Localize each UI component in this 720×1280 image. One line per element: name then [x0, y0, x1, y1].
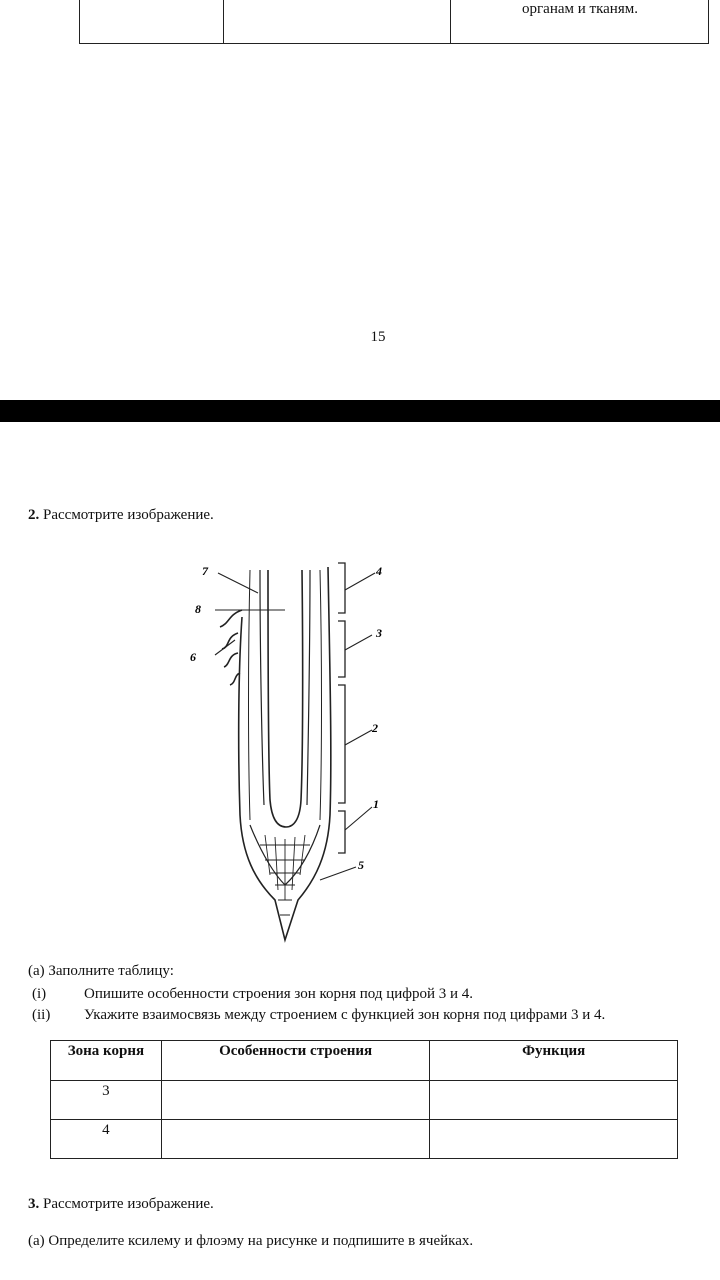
table-divider — [223, 0, 224, 43]
question-number: 3. — [28, 1196, 40, 1212]
function-cell[interactable] — [430, 1081, 678, 1120]
question-number: 2. — [28, 507, 40, 523]
root-zones-diagram — [180, 555, 410, 950]
table-header-row — [51, 1041, 678, 1081]
question-3-task-a: (a) Определите ксилему и флоэму на рисунке и подпишите в ячейках. — [28, 1233, 474, 1249]
header-function: Функция — [430, 1041, 678, 1081]
root-zone-table — [50, 1040, 678, 1159]
diagram-label-3: 3 — [376, 626, 382, 640]
table-divider — [450, 0, 451, 43]
header-zone: Зона корня — [51, 1041, 162, 1081]
diagram-label-7: 7 — [202, 564, 208, 578]
diagram-label-6: 6 — [190, 650, 196, 664]
question-text: Рассмотрите изображение. — [43, 507, 214, 523]
cell-text: органам и тканям. — [522, 1, 638, 17]
zone-cell: 3 — [51, 1081, 162, 1120]
task-a: (a) Заполните таблицу: — [28, 963, 174, 979]
question-2-heading — [28, 507, 214, 524]
diagram-label-2: 2 — [372, 721, 378, 735]
structure-cell[interactable] — [161, 1081, 430, 1120]
table-row — [51, 1081, 678, 1120]
task-item-ii-text: Укажите взаимосвязь между строением с функцией зон корня под цифрами 3 и 4. — [84, 1007, 606, 1023]
question-text: Рассмотрите изображение. — [43, 1196, 214, 1212]
page-number: 15 — [370, 329, 386, 345]
diagram-label-1: 1 — [373, 797, 379, 811]
diagram-label-5: 5 — [358, 858, 364, 872]
question-3-heading — [28, 1196, 214, 1213]
table-cell — [452, 0, 708, 42]
header-structure: Особенности строения — [161, 1041, 430, 1081]
previous-table-fragment — [79, 0, 709, 44]
function-cell[interactable] — [430, 1120, 678, 1159]
task-item-ii-marker: (ii) — [32, 1007, 51, 1023]
task-item-i-marker: (i) — [32, 986, 47, 1002]
structure-cell[interactable] — [161, 1120, 430, 1159]
table-row — [51, 1120, 678, 1159]
zone-cell: 4 — [51, 1120, 162, 1159]
task-item-i-text: Опишите особенности строения зон корня под цифрой 3 и 4. — [84, 986, 474, 1002]
page-separator — [0, 400, 720, 422]
diagram-label-4: 4 — [376, 564, 382, 578]
diagram-label-8: 8 — [195, 602, 201, 616]
